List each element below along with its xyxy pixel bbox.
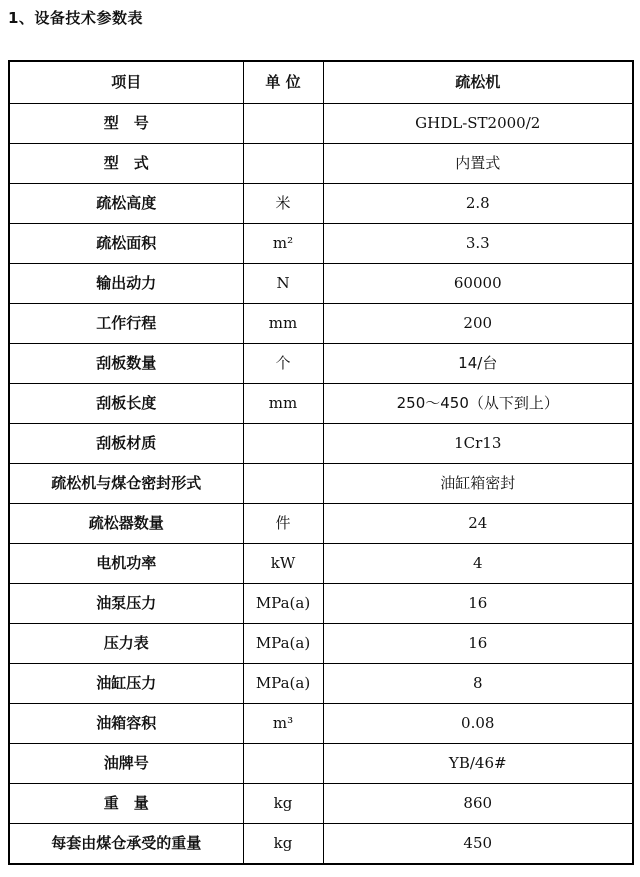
- row-unit-cell: [243, 744, 323, 784]
- table-row: [9, 704, 633, 744]
- row-value-cell: 860: [323, 784, 633, 824]
- table-row: [9, 464, 633, 504]
- row-item-cell: 每套由煤仓承受的重量: [9, 824, 243, 865]
- row-item-cell: 疏松机与煤仓密封形式: [9, 464, 243, 504]
- row-item-cell: 输出动力: [9, 264, 243, 304]
- row-value-cell: 200: [323, 304, 633, 344]
- row-value-cell: 16: [323, 624, 633, 664]
- table-row: [9, 624, 633, 664]
- row-item-cell: 油缸压力: [9, 664, 243, 704]
- row-unit-cell: [243, 464, 323, 504]
- table-row: [9, 784, 633, 824]
- table-row: [9, 664, 633, 704]
- header-unit: 单 位: [243, 61, 323, 104]
- row-value-cell: 250～450（从下到上）: [323, 384, 633, 424]
- row-value-cell: YB/46#: [323, 744, 633, 784]
- row-value-cell: GHDL-ST2000/2: [323, 104, 633, 144]
- table-row: [9, 344, 633, 384]
- row-item-cell: 疏松器数量: [9, 504, 243, 544]
- row-item-cell: 压力表: [9, 624, 243, 664]
- table-row: [9, 184, 633, 224]
- row-value-cell: 油缸箱密封: [323, 464, 633, 504]
- table-row: [9, 104, 633, 144]
- table-row: [9, 744, 633, 784]
- row-value-cell: 2.8: [323, 184, 633, 224]
- row-unit-cell: kW: [243, 544, 323, 584]
- section-heading: 1、设备技术参数表: [8, 9, 143, 27]
- row-unit-cell: mm: [243, 384, 323, 424]
- row-value-cell: 0.08: [323, 704, 633, 744]
- row-unit-cell: 件: [243, 504, 323, 544]
- row-item-cell: 工作行程: [9, 304, 243, 344]
- table-row: [9, 584, 633, 624]
- spec-table: [8, 60, 634, 865]
- row-value-cell: 24: [323, 504, 633, 544]
- table-row: [9, 224, 633, 264]
- row-value-cell: 8: [323, 664, 633, 704]
- row-item-cell: 疏松面积: [9, 224, 243, 264]
- row-unit-cell: 米: [243, 184, 323, 224]
- table-header-row: [9, 61, 633, 104]
- row-value-cell: 450: [323, 824, 633, 865]
- row-item-cell: 刮板数量: [9, 344, 243, 384]
- row-unit-cell: [243, 144, 323, 184]
- table-row: [9, 304, 633, 344]
- row-unit-cell: m³: [243, 704, 323, 744]
- header-value: 疏松机: [323, 61, 633, 104]
- row-item-cell: 刮板长度: [9, 384, 243, 424]
- row-unit-cell: MPa(a): [243, 664, 323, 704]
- row-value-cell: 1Cr13: [323, 424, 633, 464]
- row-item-cell: 型 号: [9, 104, 243, 144]
- row-value-cell: 14/台: [323, 344, 633, 384]
- row-unit-cell: kg: [243, 824, 323, 865]
- row-item-cell: 刮板材质: [9, 424, 243, 464]
- table-row: [9, 384, 633, 424]
- row-unit-cell: [243, 104, 323, 144]
- row-unit-cell: mm: [243, 304, 323, 344]
- row-item-cell: 疏松高度: [9, 184, 243, 224]
- row-unit-cell: MPa(a): [243, 624, 323, 664]
- row-unit-cell: m²: [243, 224, 323, 264]
- row-value-cell: 4: [323, 544, 633, 584]
- row-value-cell: 60000: [323, 264, 633, 304]
- row-item-cell: 油泵压力: [9, 584, 243, 624]
- row-value-cell: 16: [323, 584, 633, 624]
- row-unit-cell: [243, 424, 323, 464]
- table-row: [9, 264, 633, 304]
- table-row: [9, 824, 633, 865]
- row-item-cell: 电机功率: [9, 544, 243, 584]
- row-item-cell: 型 式: [9, 144, 243, 184]
- row-item-cell: 油箱容积: [9, 704, 243, 744]
- table-row: [9, 544, 633, 584]
- row-item-cell: 重 量: [9, 784, 243, 824]
- row-value-cell: 3.3: [323, 224, 633, 264]
- row-value-cell: 内置式: [323, 144, 633, 184]
- row-unit-cell: 个: [243, 344, 323, 384]
- row-item-cell: 油牌号: [9, 744, 243, 784]
- table-row: [9, 144, 633, 184]
- row-unit-cell: kg: [243, 784, 323, 824]
- row-unit-cell: N: [243, 264, 323, 304]
- header-item: 项目: [9, 61, 243, 104]
- table-row: [9, 504, 633, 544]
- row-unit-cell: MPa(a): [243, 584, 323, 624]
- table-row: [9, 424, 633, 464]
